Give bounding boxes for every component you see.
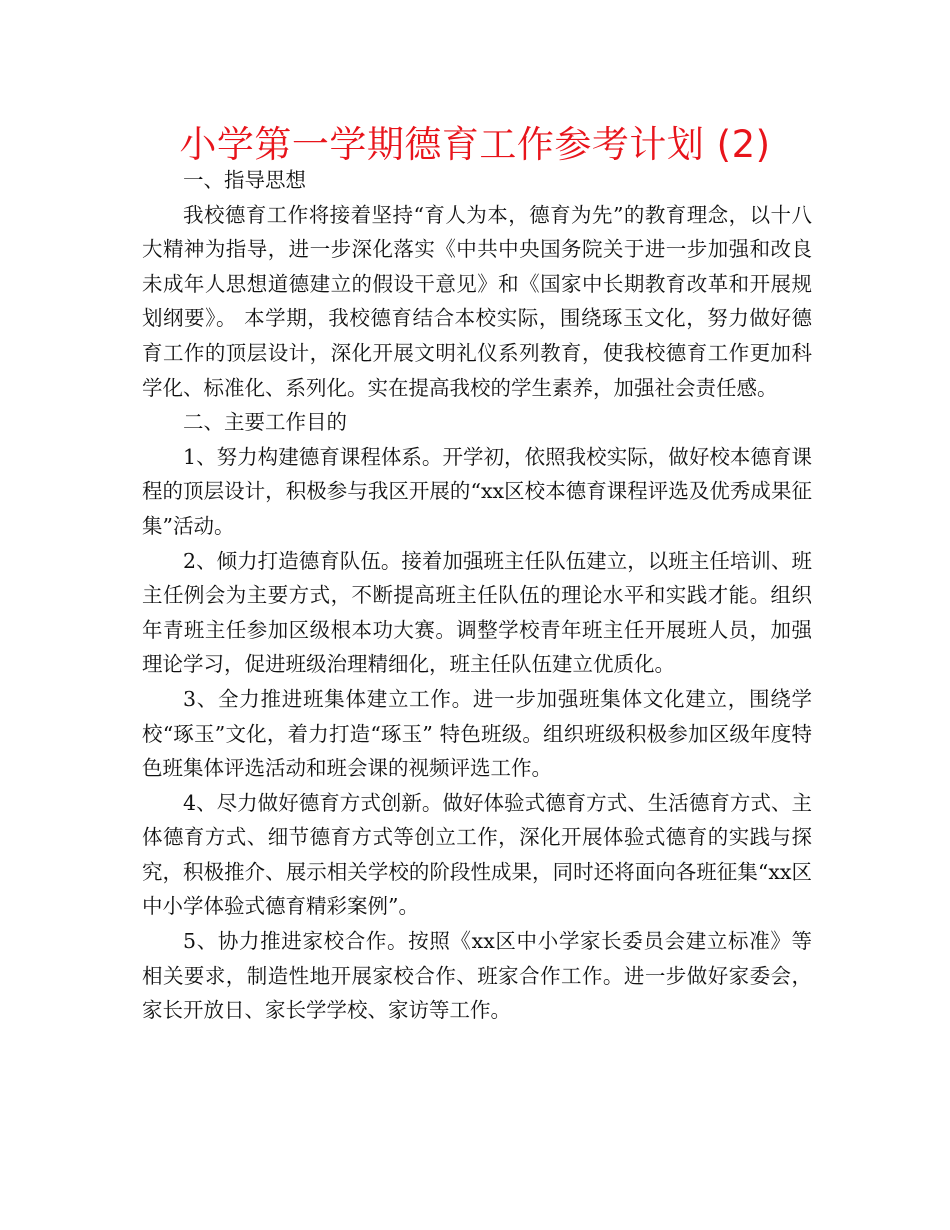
paragraph-goal-2: 2、倾力打造德育队伍。接着加强班主任队伍建立，以班主任培训、班主任例会为主要方式，不断提高班主任队伍的理论水平和实践才能。组织年青班主任参加区级根本功大赛。调整学校青年班主任开展班人员，加强理论学习，促进班级治理精细化，班主任队伍建立优质化。: [142, 548, 812, 677]
heading-guiding-ideology: 一、指导思想: [183, 168, 306, 192]
paragraph-guiding-ideology: 我校德育工作将接着坚持“育人为本，德育为先”的教育理念，以十八大精神为指导，进一步深化落实《中共中央国务院关于进一步加强和改良未成年人思想道德建立的假设干意见》和《国家中长期教育改革和开展规划纲要》。 本学期，我校德育结合本校实际，围绕琢玉文化，努力做好德育工作的顶层设计，深化开展文明礼仪系列教育，使我校德育工作更加科学化、标准化、系列化。实在提高我校的学生素养，加强社会责任感。: [142, 202, 812, 400]
paragraph-goal-1: 1、努力构建德育课程体系。开学初，依照我校实际，做好校本德育课程的顶层设计，积极参与我区开展的“xx区校本德育课程评选及优秀成果征集”活动。: [142, 444, 812, 538]
heading-main-goals: 二、主要工作目的: [183, 410, 347, 435]
paragraph-goal-4: 4、尽力做好德育方式创新。做好体验式德育方式、生活德育方式、主体德育方式、细节德育方式等创立工作，深化开展体验式德育的实践与探究，积极推介、展示相关学校的阶段性成果，同时还将面向各班征集“xx区中小学体验式德育精彩案例”。: [142, 790, 812, 919]
document-body: [142, 163, 812, 1028]
document-title: 小学第一学期德育工作参考计划 (2): [179, 123, 771, 166]
paragraph-goal-5: 5、协力推进家校合作。按照《xx区中小学家长委员会建立标准》等相关要求，制造性地开展家校合作、班家合作工作。进一步做好家委会，家长开放日、家长学学校、家访等工作。: [142, 929, 812, 1023]
paragraph-goal-3: 3、全力推进班集体建立工作。进一步加强班集体文化建立，围绕学校“琢玉”文化，着力打造“琢玉” 特色班级。组织班级积极参加区级年度特色班集体评选活动和班会课的视频评选工作。: [142, 686, 812, 781]
